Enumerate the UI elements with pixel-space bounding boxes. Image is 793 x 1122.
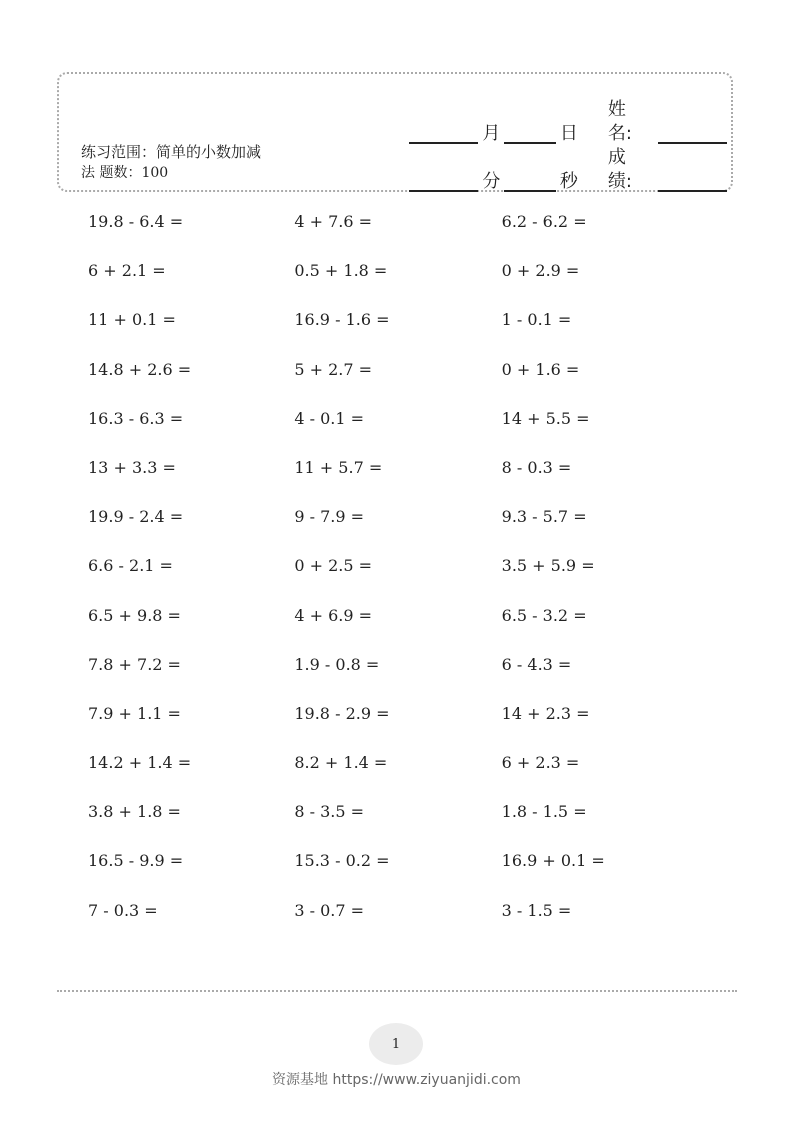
math-problem: 3.8 + 1.8 = (88, 802, 181, 822)
practice-range (81, 142, 301, 184)
math-problem: 11 + 0.1 = (88, 310, 176, 330)
score-label: 成绩: (607, 147, 632, 192)
math-problem: 4 - 0.1 = (294, 408, 365, 428)
problem-row (88, 352, 708, 401)
date-name-row (405, 98, 731, 146)
math-problem: 6.5 + 9.8 = (88, 605, 181, 625)
minute-label: 分 (482, 171, 501, 192)
problem-grid (88, 204, 708, 942)
month-label: 月 (482, 123, 501, 144)
math-problem: 8.2 + 1.4 = (294, 753, 388, 773)
math-problem: 4 + 7.6 = (294, 212, 373, 231)
problem-row (88, 598, 708, 647)
name-label: 姓名: (607, 99, 632, 144)
math-problem: 6 + 2.1 = (88, 261, 166, 281)
math-problem: 16.9 + 0.1 = (501, 851, 605, 871)
problem-row (88, 253, 708, 302)
page-number: 1 (369, 1023, 423, 1065)
math-problem: 0.5 + 1.8 = (294, 261, 388, 281)
math-problem: 9 - 7.9 = (294, 507, 365, 527)
math-problem: 19.8 - 6.4 = (88, 212, 184, 231)
math-problem: 19.9 - 2.4 = (88, 507, 184, 527)
math-problem: 0 + 2.5 = (294, 556, 373, 576)
problem-row (88, 794, 708, 843)
math-problem: 11 + 5.7 = (294, 457, 383, 477)
math-problem: 13 + 3.3 = (88, 457, 176, 477)
name-blank[interactable] (658, 122, 727, 144)
math-problem: 6 - 4.3 = (501, 654, 572, 674)
math-problem: 16.9 - 1.6 = (294, 310, 390, 330)
second-blank[interactable] (504, 170, 556, 192)
math-problem: 8 - 3.5 = (294, 802, 365, 822)
problem-row (88, 401, 708, 450)
math-problem: 7.9 + 1.1 = (88, 703, 181, 723)
math-problem: 7 - 0.3 = (88, 900, 158, 920)
math-problem: 14 + 2.3 = (501, 703, 590, 723)
math-problem: 0 + 2.9 = (501, 261, 580, 281)
problem-row (88, 450, 708, 499)
math-problem: 8 - 0.3 = (501, 457, 572, 477)
math-problem: 4 + 6.9 = (294, 605, 373, 625)
day-blank[interactable] (504, 122, 556, 144)
math-problem: 15.3 - 0.2 = (294, 851, 390, 871)
math-problem: 9.3 - 5.7 = (501, 507, 587, 527)
math-problem: 3 - 1.5 = (501, 900, 572, 920)
problem-row (88, 499, 708, 548)
minute-blank[interactable] (409, 170, 478, 192)
math-problem: 0 + 1.6 = (501, 359, 580, 379)
math-problem: 3.5 + 5.9 = (501, 556, 595, 576)
problem-row (88, 696, 708, 745)
month-blank[interactable] (409, 122, 478, 144)
worksheet-header (57, 72, 733, 192)
math-problem: 16.3 - 6.3 = (88, 408, 184, 428)
problem-row (88, 843, 708, 892)
problem-row (88, 204, 708, 253)
math-problem: 6.5 - 3.2 = (501, 605, 587, 625)
problem-row (88, 647, 708, 696)
time-score-row (405, 146, 731, 194)
problem-row (88, 548, 708, 597)
math-problem: 6 + 2.3 = (501, 753, 580, 773)
range-line-2: 法 题数：100 (81, 165, 169, 181)
day-label: 日 (559, 123, 578, 144)
footer-watermark: 资源基地 https://www.ziyuanjidi.com (272, 1072, 521, 1088)
dotted-divider (57, 990, 737, 992)
math-problem: 1.8 - 1.5 = (501, 802, 587, 822)
math-problem: 6.6 - 2.1 = (88, 556, 173, 576)
math-problem: 1.9 - 0.8 = (294, 654, 380, 674)
math-problem: 14.2 + 1.4 = (88, 753, 192, 773)
math-problem: 7.8 + 7.2 = (88, 654, 181, 674)
math-problem: 19.8 - 2.9 = (294, 703, 390, 723)
score-blank[interactable] (658, 170, 727, 192)
math-problem: 1 - 0.1 = (501, 310, 572, 330)
math-problem: 14 + 5.5 = (501, 408, 590, 428)
math-problem: 3 - 0.7 = (294, 900, 365, 920)
math-problem: 6.2 - 6.2 = (501, 212, 587, 231)
math-problem: 16.5 - 9.9 = (88, 851, 184, 871)
second-label: 秒 (559, 171, 578, 192)
range-line-1: 练习范围：简单的小数加减 (81, 143, 262, 161)
problem-row (88, 745, 708, 794)
problem-row (88, 302, 708, 351)
math-problem: 14.8 + 2.6 = (88, 359, 192, 379)
problem-row (88, 893, 708, 942)
math-problem: 5 + 2.7 = (294, 359, 373, 379)
